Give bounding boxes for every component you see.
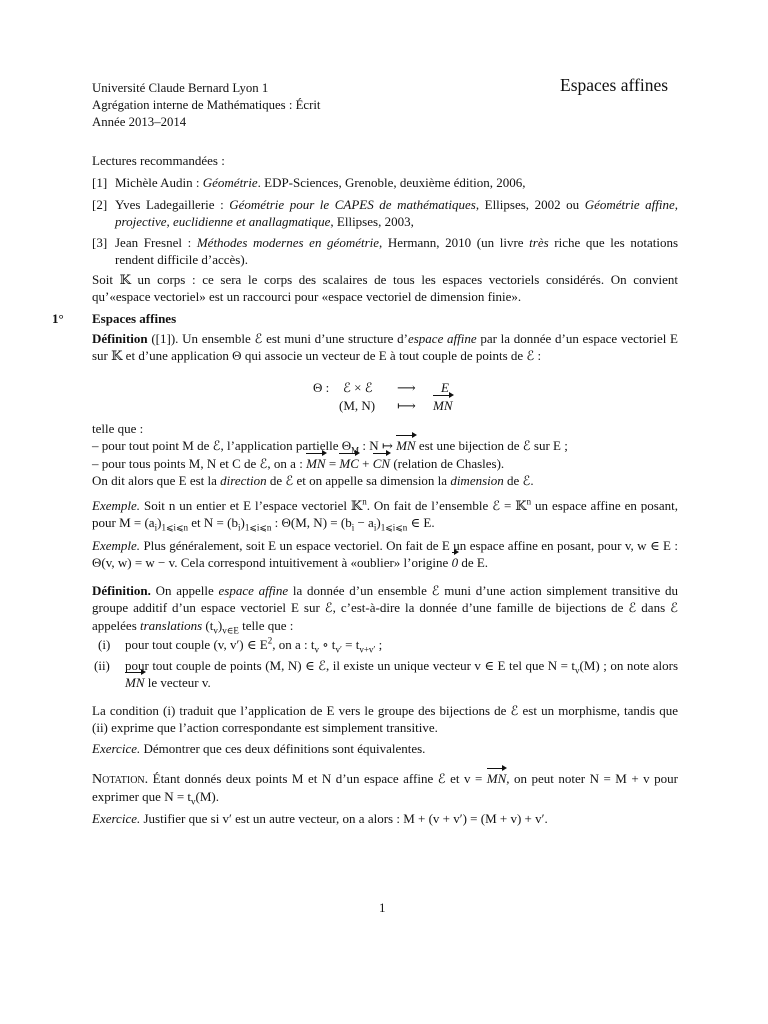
condition-text: – pour tout point M de ℰ, l’application partielle Θ <box>92 438 352 454</box>
vector-mn: MN <box>486 771 507 786</box>
t: On appelle <box>150 583 219 598</box>
equals-sign: = <box>325 455 340 471</box>
t: . On fait de l’ensemble ℰ = 𝕂 <box>366 498 527 513</box>
reference-author: Jean Fresnel : <box>115 235 197 250</box>
reference-title: Géométrie <box>202 175 258 190</box>
item-label: (i) <box>98 637 111 652</box>
exercise-label: Exercice. <box>92 811 141 826</box>
exercise-2 <box>92 810 678 827</box>
s: v <box>575 665 580 676</box>
exercise-text: Démontrer que ces deux définitions sont équivalentes. <box>140 741 426 756</box>
t: ) <box>217 617 223 633</box>
map-codomain: E <box>441 380 449 395</box>
definition-term: espace affine <box>407 331 477 346</box>
t: , on peut noter N = M + v pour exprimer que N = t <box>92 771 678 805</box>
condition-text-2: : N ↦ <box>359 438 397 454</box>
reference-title-2: Géométrie affine, projective, euclidienne et anallagmatique <box>115 197 678 230</box>
reference-number: [1] <box>92 175 108 190</box>
exercise-label: Exercice. <box>92 741 141 756</box>
document-title: Espaces affines <box>560 75 669 95</box>
term: espace affine <box>218 583 289 598</box>
map-mapsto: ⟼ <box>397 398 416 413</box>
t: (M). <box>195 789 219 805</box>
s: 1⩽i⩽n <box>380 522 408 533</box>
example-2 <box>92 537 678 572</box>
page-number: 1 <box>379 900 386 915</box>
reference-title: Méthodes modernes en géométrie <box>196 235 380 250</box>
s: 1⩽i⩽n <box>244 522 272 533</box>
t: ∈ E. <box>407 515 435 531</box>
item-label: (ii) <box>94 658 110 673</box>
t: (M) ; on note alors <box>579 658 678 673</box>
definition-conditions <box>92 420 678 489</box>
s: n <box>362 496 367 507</box>
reference-publisher: , Hermann, 2010 (un livre <box>379 235 530 250</box>
condition-chasles <box>92 455 678 472</box>
s: v∈E <box>222 625 239 636</box>
map-arrow: ⟶ <box>397 380 416 395</box>
example-label: Exemple. <box>92 498 141 513</box>
t: ) <box>240 515 245 531</box>
reference-author: Yves Ladegaillerie : <box>115 197 230 212</box>
exercise-1 <box>92 740 678 757</box>
reference-publisher: . EDP-Sciences, Grenoble, deuxième édition, 2006, <box>257 175 526 190</box>
condition-text: – pour tous points M, N et C de ℰ, on a : <box>92 455 307 471</box>
t: ; <box>375 637 383 652</box>
reference-publisher-2: , Ellipses, 2003, <box>330 214 414 230</box>
definition-2 <box>92 582 678 634</box>
section-number: 1° <box>52 311 64 326</box>
readings-intro: Lectures recommandées : <box>92 153 225 168</box>
vector-zero: 0 <box>451 555 459 571</box>
notation-label: Notation. <box>92 772 149 787</box>
item-i <box>92 636 678 653</box>
example-1 <box>92 497 678 532</box>
s: 2 <box>267 635 273 646</box>
plus-sign: + <box>358 455 373 471</box>
term-direction: direction <box>220 472 267 488</box>
condition-paragraph: La condition (i) traduit que l’application de E vers le groupe des bijections de ℰ est un morphisme, tandis que (ii) exprime que l’action correspondante est simplement transitive. <box>92 703 678 736</box>
vector-mc: MC <box>339 455 359 471</box>
direction-sentence <box>92 472 678 489</box>
header-university: Université Claude Bernard Lyon 1 <box>92 81 269 95</box>
vector-cn: CN <box>372 455 391 471</box>
s: i <box>373 522 377 533</box>
reference-emphasis: très <box>529 235 549 250</box>
sentence-text-3: de ℰ. <box>503 472 534 488</box>
reference-2 <box>92 196 678 231</box>
t: pour tout couple (v, v′) ∈ E <box>125 637 268 652</box>
s: i <box>351 522 355 533</box>
vector-mn: MN <box>433 398 453 413</box>
t: (t <box>202 617 214 633</box>
t: : Θ(M, N) = (b <box>271 515 352 531</box>
sentence-text-2: de ℰ et on appelle sa dimension la <box>266 472 451 488</box>
definition-text: Un ensemble ℰ est muni d’une structure d’ <box>178 331 408 346</box>
reference-3 <box>92 234 678 269</box>
term-dimension: dimension <box>450 472 504 488</box>
definition-text-2: par la donnée d’un espace vectoriel E sur 𝕂 et d’une application Θ qui associe un vecteur de E à tout couple de points de ℰ : <box>92 331 678 364</box>
term: translations <box>140 617 203 633</box>
intro-paragraph: Soit 𝕂 un corps : ce sera le corps des scalaires de tous les espaces vectoriels considérés. On convient qu’«espace vectoriel» est un raccourci pour «espace vectoriel de dimension finie». <box>92 272 678 305</box>
map-theta: Θ : <box>313 380 330 395</box>
exercise-text: Justifier que si v′ est un autre vecteur, on a alors : M + (v + v′) = (M + v) + v′. <box>140 811 548 826</box>
t: la donnée d’un ensemble ℰ muni d’une action simplement transitive du groupe additif d’un espace vectoriel E sur ℰ, c’est-à-dire la donnée d’une famille de bijections de ℰ dans ℰ appelées <box>92 583 678 633</box>
definition-label: Définition. <box>92 583 151 598</box>
definition-label: Définition <box>92 331 148 346</box>
vector-mn: MN <box>125 675 145 691</box>
s: i <box>154 522 158 533</box>
t: un espace affine en posant, pour M = (a <box>92 498 678 531</box>
notation <box>92 770 678 806</box>
condition-text-3: est une bijection de ℰ sur E ; <box>415 438 568 454</box>
section-title: Espaces affines <box>92 311 177 326</box>
t: = t <box>341 637 360 652</box>
t: ∘ t <box>318 637 336 652</box>
vector-mn: MN <box>396 438 416 454</box>
s: v′ <box>335 644 342 655</box>
header-year: Année 2013–2014 <box>92 115 187 129</box>
s: i <box>237 522 241 533</box>
s: v <box>213 625 218 636</box>
header-institution <box>92 80 321 131</box>
sentence-text: On dit alors que E est la <box>92 472 221 488</box>
definition-citation: ([1]). <box>147 331 179 346</box>
reference-1 <box>92 174 678 191</box>
reference-number: [3] <box>92 235 108 250</box>
reference-number: [2] <box>92 197 108 212</box>
definition-1 <box>92 330 678 365</box>
t: , on a : t <box>272 637 315 652</box>
t: le vecteur v. <box>144 675 211 691</box>
s: v <box>314 644 319 655</box>
reference-publisher: , Ellipses, 2002 ou <box>475 197 585 212</box>
t: de E. <box>458 555 489 571</box>
s: v+v′ <box>359 644 376 655</box>
t: et N = (b <box>188 515 238 531</box>
t: − a <box>354 515 374 531</box>
s: 1⩽i⩽n <box>161 522 189 533</box>
s: n <box>526 496 532 507</box>
item-ii <box>92 657 678 692</box>
t: Étant donnés deux points M et N d’un espace affine ℰ et v = <box>148 771 487 786</box>
reference-title: Géométrie pour le CAPES de mathématiques <box>229 197 476 212</box>
t: ) <box>157 515 162 531</box>
t: ) <box>376 515 381 531</box>
vector-mn: MN <box>306 455 326 471</box>
telle-que: telle que : <box>92 421 144 436</box>
example-label: Exemple. <box>92 538 141 553</box>
condition-text-2: (relation de Chasles). <box>390 455 505 471</box>
s: v <box>191 796 196 807</box>
t: Soit n un entier et E l’espace vectoriel 𝕂 <box>140 498 363 513</box>
map-domain: ℰ × ℰ <box>343 380 373 395</box>
t: telle que : <box>238 617 294 633</box>
t: Plus généralement, soit E un espace vectoriel. On fait de E un espace affine en posant, pour v, w ∈ E : Θ(v, w) = w − v. Cela correspond intuitivement à «oublier» l’origine <box>92 538 678 571</box>
reference-note: riche que les notations rendent difficile d’accès). <box>115 235 679 268</box>
header-program: Agrégation interne de Mathématiques : Écrit <box>92 98 321 112</box>
condition-subscript: M <box>351 445 360 456</box>
reference-author: Michèle Audin : <box>115 175 203 190</box>
map-image <box>433 397 453 414</box>
t: pour tout couple de points (M, N) ∈ ℰ, il existe un unique vecteur v ∈ E tel que N = t <box>125 658 576 673</box>
map-element: (M, N) <box>339 398 376 413</box>
